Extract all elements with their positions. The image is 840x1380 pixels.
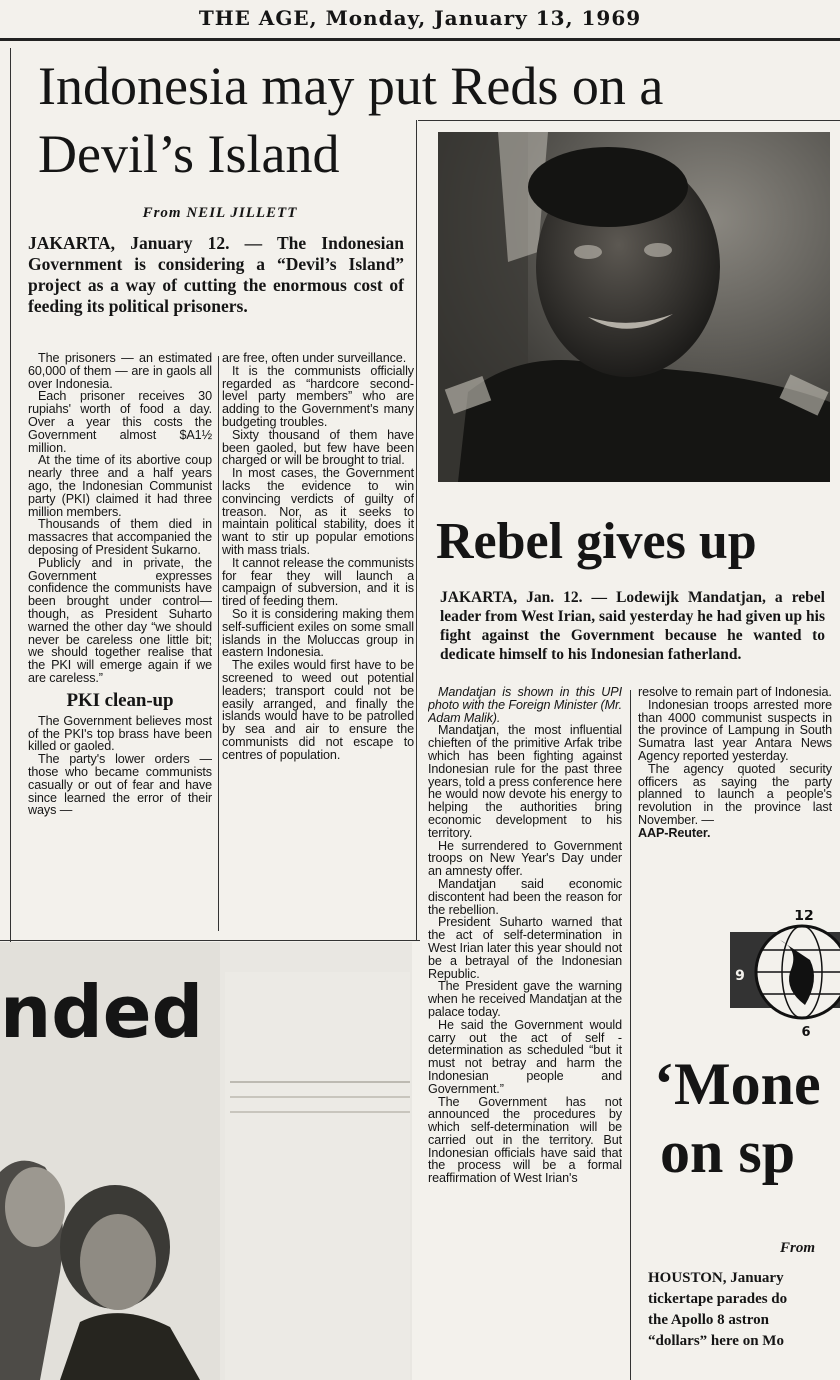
paragraph: resolve to remain part of Indonesia.: [638, 686, 832, 699]
masthead: THE AGE, Monday, January 13, 1969: [198, 6, 642, 30]
paragraph: The Government believes most of the PKI's top brass have been killed or gaoled.: [28, 713, 212, 754]
rebel-story-column-2: [638, 686, 832, 906]
story-divider: [416, 120, 417, 940]
main-story-column-2: [222, 352, 414, 934]
signoff: AAP-Reuter.: [638, 825, 711, 840]
money-lede-line: “dollars” here on Mo: [648, 1333, 784, 1349]
masthead-rule: [0, 38, 840, 41]
money-headline-line-2: on sp: [660, 1119, 796, 1185]
money-lede: [648, 1268, 840, 1352]
paragraph: Thousands of them died in massacres that accompanied the deposing of President Sukarno.: [28, 517, 212, 557]
paragraph: It is the communists officially regarded as “hardcore second-level party members” who are adding to the Government's many budgeting troubles.: [222, 363, 414, 429]
globe-logo: [730, 910, 840, 1040]
byline: From NEIL JILLETT: [142, 205, 298, 221]
paragraph: are free, often under surveillance.: [222, 352, 407, 365]
paragraph: Sixty thousand of them have been gaoled, but few have been charged or will be brought to trial.: [222, 427, 414, 468]
paragraph: Mandatjan, the most influential chieften of the primitive Arfak tribe which has been fighting against Indonesian rule for the past three years, told a press conference here he would now devote his energy to helping the authorities bring economic development to his territory.: [428, 723, 622, 840]
paragraph: It cannot release the communists for fear they will launch a campaign of subversion, and it is tired of feeding them.: [222, 555, 414, 609]
photo-illustration: [438, 132, 830, 482]
paragraph: The agency quoted security officers as saying the party planned to launch a people's revolution in the province last November. —: [638, 761, 832, 827]
paragraph: Publicly and in private, the Government expresses confidence the communists have been brought under control—though, as President Suharto warned the other day “we should never be careless one little bit; we should together realise that the PKI will emerge again if we are careless.”: [28, 555, 212, 685]
paragraph: At the time of its abortive coup nearly three and a half years ago, the Indonesian Communist party (PKI) claimed it had three million members.: [28, 453, 212, 519]
paragraph: Indonesian troops arrested more than 4000 communist suspects in the province of Lampung in South Sumatra last year Antara News Agency reported yesterday.: [638, 697, 832, 763]
money-lede-line: tickertape parades do: [648, 1291, 788, 1307]
paragraph: The party's lower orders —those who became communists casually or out of fear and have since learned the error of their ways —: [28, 752, 212, 818]
subhead: PKI clean-up: [66, 689, 174, 711]
paragraph: The President gave the warning when he received Mandatjan at the palace today.: [428, 979, 622, 1019]
main-headline-line-1: Indonesia may put Reds on a: [38, 56, 664, 116]
rebel-headline: Rebel gives up: [436, 513, 757, 570]
money-headline: [654, 1050, 840, 1186]
globe-number-6: 6: [801, 1025, 811, 1040]
paragraph: In most cases, the Government lacks the evidence to win convincing verdicts of guilty of treason. Nor, as it seeks to maintain political stability, does it want to stir up popular emotions with mass trials.: [222, 466, 414, 557]
paragraph: Mandatjan said economic discontent had been the reason for the rebellion.: [428, 876, 622, 917]
globe-number-12: 12: [794, 910, 814, 924]
money-lede-line: HOUSTON, January: [648, 1270, 784, 1286]
money-byline: From: [780, 1240, 816, 1256]
column-divider: [218, 356, 219, 931]
globe-number-9: 9: [735, 968, 745, 984]
paragraph: Each prisoner receives 30 rupiahs' worth of food a day. Over a year this costs the Government almost $A1½ million.: [28, 389, 212, 455]
mandatjan-photo: [438, 132, 830, 482]
paragraph: The exiles would first have to be screened to weed out potential leaders; transport could not be easily arranged, and finally the islands would have to be patrolled by sea and air to ensure the communists did not escape to centres of population.: [222, 658, 414, 762]
paragraph: He surrendered to Government troops on New Year's Day under an amnesty offer.: [428, 838, 622, 879]
photo-caption: Mandatjan is shown in this UPI photo with the Foreign Minister (Mr. Adam Malik).: [428, 686, 622, 725]
lower-left-story: [0, 942, 412, 1380]
paragraph: President Suharto warned that the act of self-determination in West Irian later this year should not be a betrayal of the Indonesian Republic.: [428, 915, 622, 981]
paragraph: The prisoners — an estimated 60,000 of them — are in gaols all over Indonesia.: [28, 352, 212, 391]
column-divider-rebel: [630, 690, 631, 1380]
main-story-column-1: [28, 352, 212, 934]
money-lede-line: the Apollo 8 astron: [648, 1312, 769, 1328]
paragraph: The Government has not announced the procedures by which self-determination will be carried out in the territory. But Indonesian officials have said that the process will be a formal reaffirmation of West Irian's: [428, 1094, 622, 1186]
paragraph: So it is considering making them self-sufficient exiles on some small islands in the Moluccas group in eastern Indonesia.: [222, 606, 414, 660]
rebel-story-column-1: [428, 686, 622, 1376]
paragraph: He said the Government would carry out the act of self - determination as scheduled “but it must not betray and harm the Indonesian people and Government.”: [428, 1017, 622, 1096]
left-column-rule: [10, 48, 11, 943]
rebel-lede: JAKARTA, Jan. 12. — Lodewijk Mandatjan, a rebel leader from West Irian, said yesterday he had given up his fight against the Government because he wanted to dedicate himself to his Indonesian fatherland.: [440, 589, 825, 663]
story-bottom-rule: [0, 940, 420, 941]
lower-left-headline-fragment: nded: [0, 970, 204, 1054]
main-headline-line-2: Devil’s Island: [38, 124, 340, 184]
globe-icon: [730, 910, 840, 1040]
main-lede: JAKARTA, January 12. — The Indonesian Government is considering a “Devil’s Island” project as a way of cutting the enormous cost of feeding its political prisoners.: [28, 233, 404, 316]
money-headline-line-1: ‘Mone: [654, 1051, 821, 1117]
